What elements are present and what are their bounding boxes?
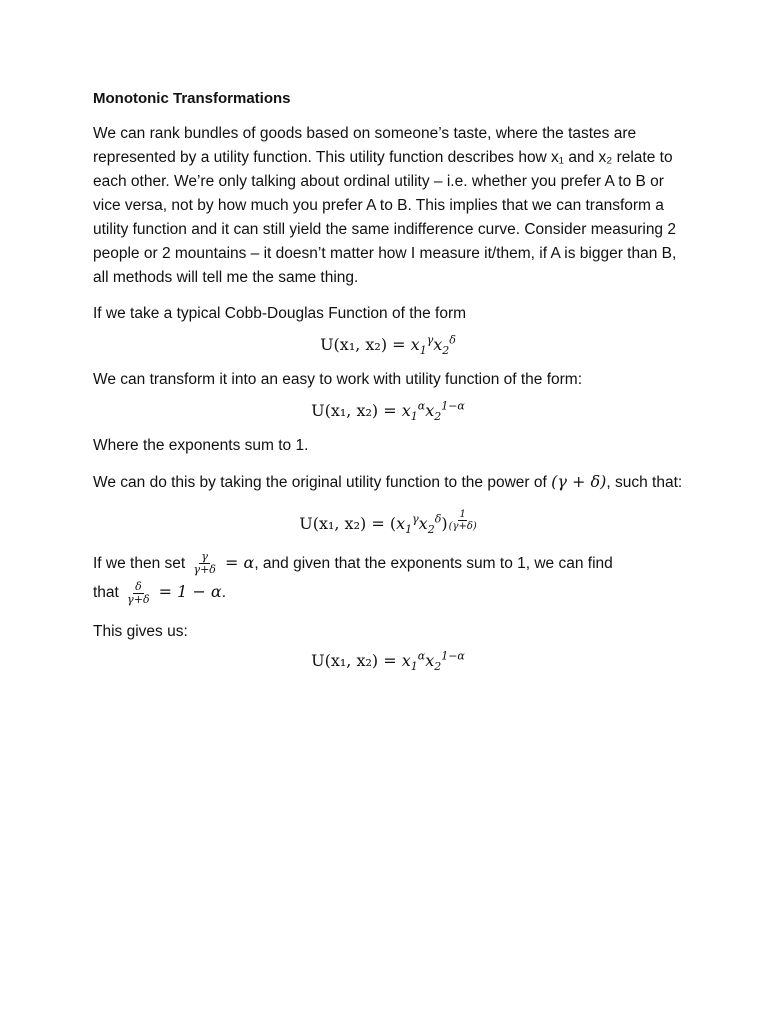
alpha-fraction bbox=[192, 551, 218, 576]
one-minus-alpha-paragraph bbox=[93, 580, 683, 605]
equation-power bbox=[93, 509, 683, 537]
alpha-pre: If we then set bbox=[93, 555, 190, 572]
eq3-base1: x bbox=[396, 514, 406, 533]
eq3-exp-num: 1 bbox=[459, 509, 466, 520]
eq4-sup2: 1−α bbox=[441, 649, 465, 663]
eq1-lhs: U(x₁, x₂) = bbox=[320, 335, 411, 354]
oma-post: . bbox=[221, 584, 227, 602]
eq2-sub2: 2 bbox=[434, 410, 442, 424]
eq4-lhs: U(x₁, x₂) = bbox=[311, 650, 402, 670]
eq2-sup1: α bbox=[417, 399, 426, 413]
delta-frac-den: γ+δ bbox=[127, 592, 150, 606]
alpha-eq-rest: = α bbox=[219, 553, 255, 572]
eq1-base2: x bbox=[433, 335, 443, 354]
eq2-base1: x bbox=[401, 401, 411, 420]
result-intro: This gives us: bbox=[93, 622, 188, 640]
alpha-frac-den: γ+δ bbox=[193, 563, 216, 577]
eq3-sub1: 1 bbox=[405, 523, 413, 537]
eq2-sup2: 1−α bbox=[441, 399, 465, 413]
eq3-sub2: 2 bbox=[427, 523, 435, 537]
eq4-sup1: α bbox=[417, 649, 426, 663]
power-math: (γ + δ) bbox=[551, 472, 607, 491]
eq2-base2: x bbox=[425, 401, 435, 420]
transform-paragraph: We can transform it into an easy to work with utility function of the form: bbox=[93, 371, 583, 388]
alpha-post: , and given that the exponents sum to 1, we can find bbox=[254, 555, 613, 572]
eq3-close: ) bbox=[441, 514, 448, 533]
equation-normalized bbox=[93, 398, 683, 424]
eq4-base1: x bbox=[401, 650, 411, 670]
equation-cobb-douglas bbox=[93, 332, 683, 358]
eq3-exp-den: (γ+δ) bbox=[448, 521, 477, 532]
power-text-b: , such that: bbox=[606, 474, 683, 491]
eq3-sup1: γ bbox=[412, 512, 419, 526]
power-paragraph bbox=[93, 470, 683, 495]
eq1-sup1: γ bbox=[426, 333, 434, 347]
eq2-sub1: 1 bbox=[410, 410, 418, 424]
eq1-sup2: δ bbox=[449, 333, 456, 347]
eq1-sub2: 2 bbox=[442, 344, 450, 358]
delta-frac-num: δ bbox=[135, 579, 142, 593]
eq4-base2: x bbox=[425, 650, 435, 670]
delta-fraction bbox=[125, 581, 151, 606]
exponents-note: Where the exponents sum to 1. bbox=[93, 437, 309, 454]
eq4-sub1: 1 bbox=[410, 660, 418, 673]
eq3-base2: x bbox=[418, 514, 428, 533]
intro-paragraph: We can rank bundles of goods based on someone’s taste, where the tastes are represented by a utility function. This utility function describes how x₁ and x₂ relate to each other. We’re only talking about ordinal utility – i.e. whether you prefer A to B or vice versa, not by how much you prefer A to B. This implies that we can transform a utility function and it can still yield the same indifference curve. Consider measuring 2 people or 2 mountains – it doesn’t matter how I measure it/them, if A is bigger than B, all methods will tell me the same thing. bbox=[93, 125, 677, 286]
alpha-frac-num: γ bbox=[201, 550, 208, 564]
eq2-lhs: U(x₁, x₂) = bbox=[311, 401, 402, 420]
document-page bbox=[93, 88, 683, 684]
eq4-sub2: 2 bbox=[434, 660, 442, 673]
eq3-exponent bbox=[449, 509, 477, 532]
oma-pre: that bbox=[93, 584, 124, 602]
alpha-set-paragraph bbox=[93, 551, 683, 576]
eq3-lhs: U(x₁, x₂) = ( bbox=[299, 514, 397, 533]
equation-result bbox=[93, 648, 683, 674]
eq3-sup2: δ bbox=[434, 512, 442, 526]
cobb-douglas-intro: If we take a typical Cobb-Douglas Function of the form bbox=[93, 305, 467, 322]
power-text-a: We can do this by taking the original utility function to the power of bbox=[93, 474, 552, 491]
document-title: Monotonic Transformations bbox=[93, 90, 291, 107]
eq1-base1: x bbox=[410, 335, 420, 354]
eq1-sub1: 1 bbox=[419, 344, 427, 358]
oma-eq-rest: = 1 − α bbox=[153, 582, 222, 602]
